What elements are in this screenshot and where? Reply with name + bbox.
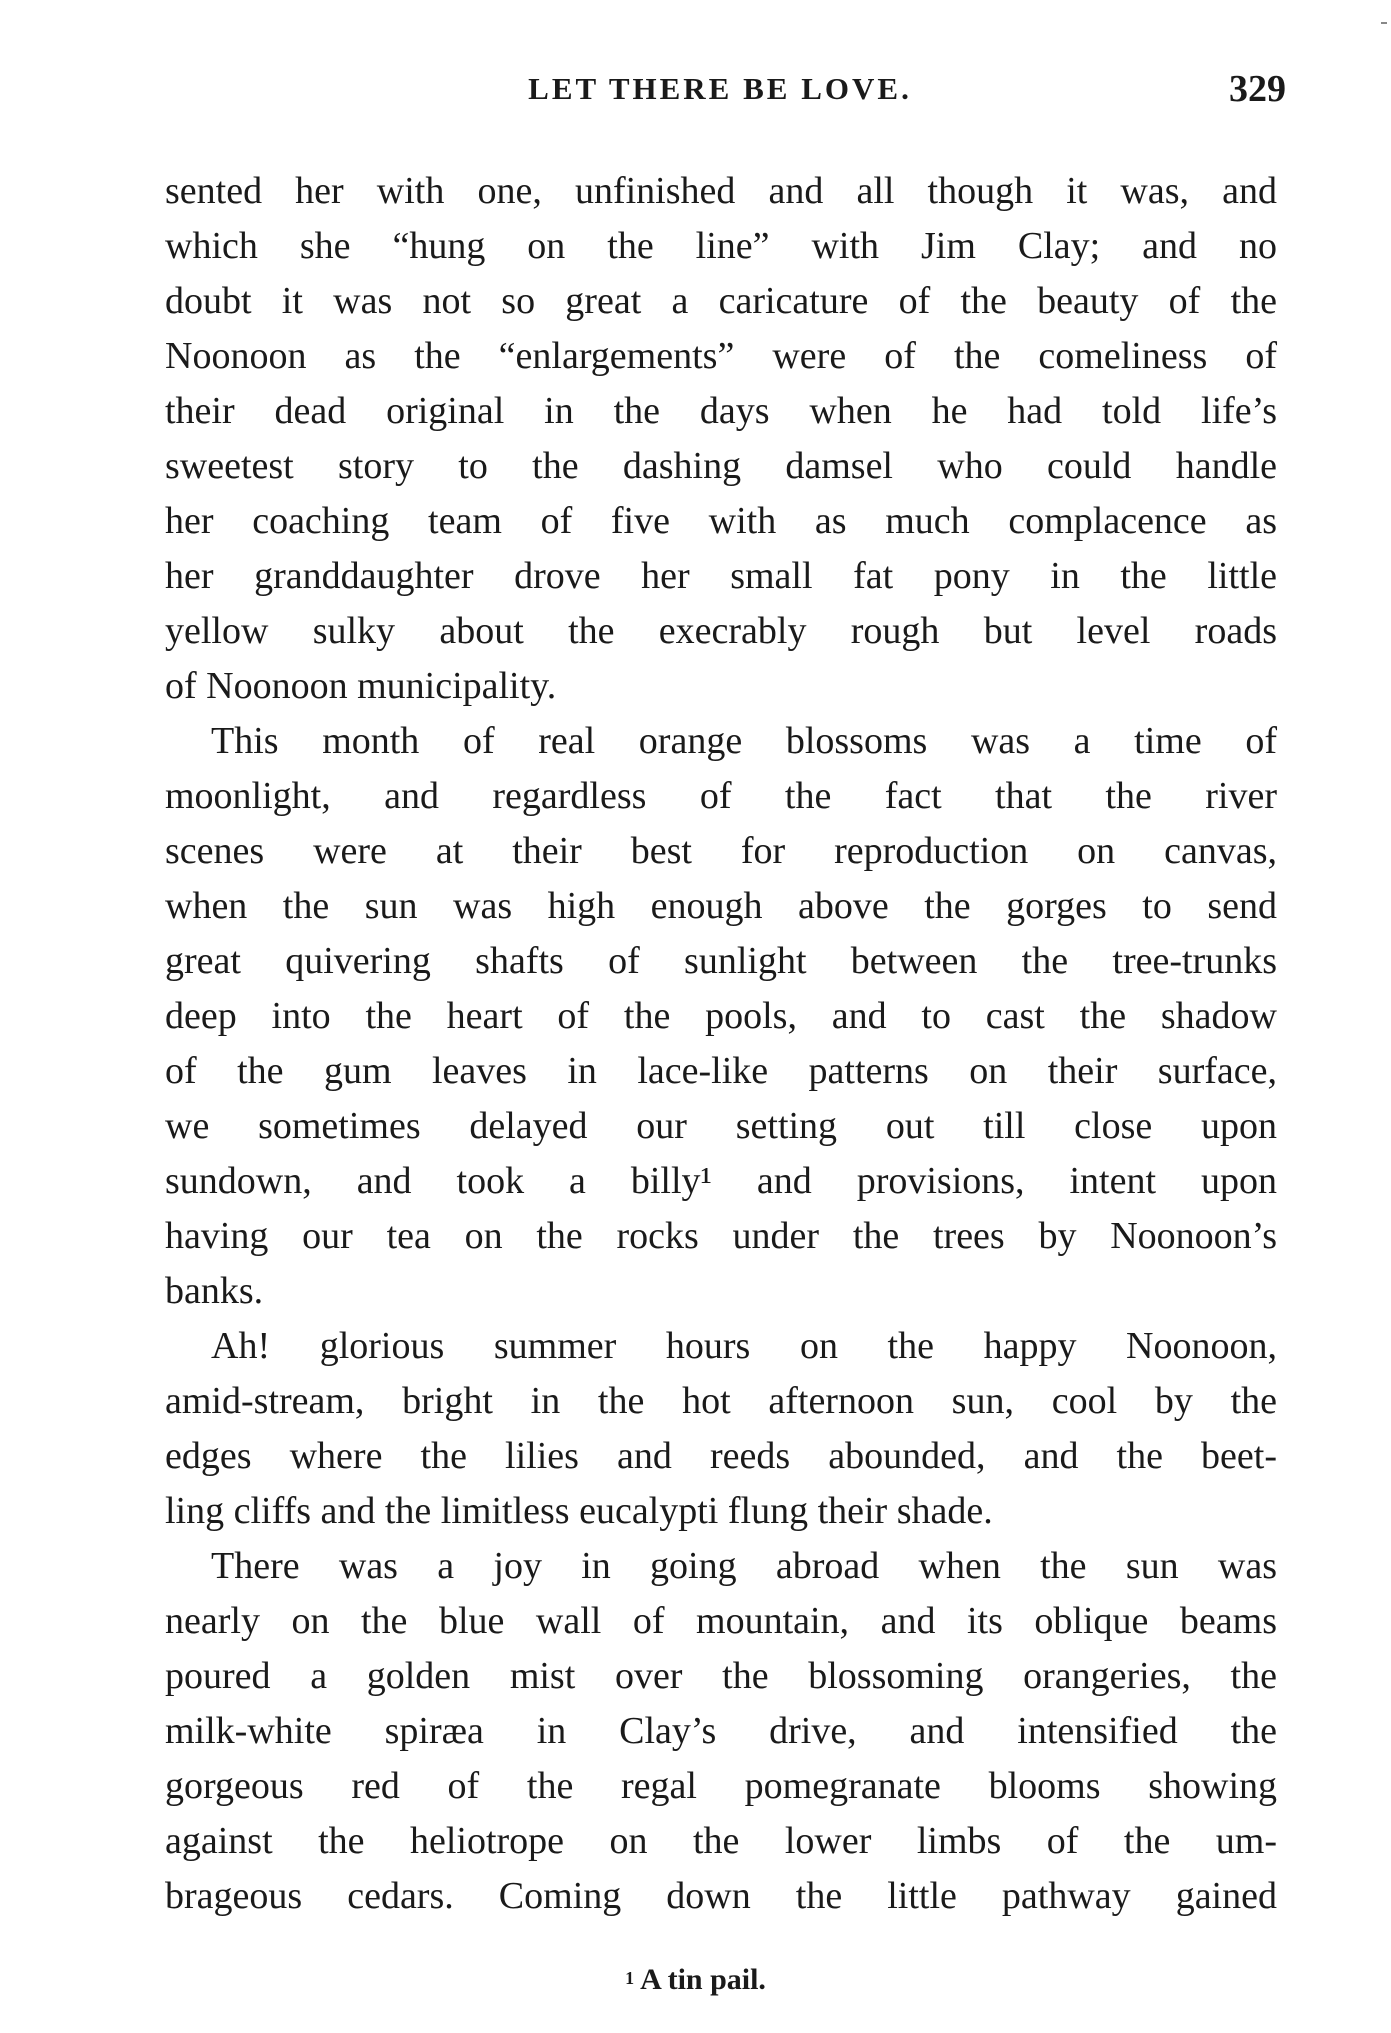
text-line: when the sun was high enough above the gorges to send bbox=[165, 885, 1277, 927]
text-line: having our tea on the rocks under the trees by Noonoon’s bbox=[165, 1215, 1277, 1257]
text-line: poured a golden mist over the blossoming orangeries, the bbox=[165, 1655, 1277, 1697]
footnote-marker: 1 bbox=[625, 1968, 635, 1988]
text-line: Noonoon as the “enlargements” were of the comeliness of bbox=[165, 335, 1277, 377]
text-line: ling cliffs and the limitless eucalypti flung their shade. bbox=[165, 1490, 993, 1532]
text-line: brageous cedars. Coming down the little pathway gained bbox=[165, 1875, 1277, 1917]
text-line: against the heliotrope on the lower limbs of the um- bbox=[165, 1820, 1277, 1862]
text-line: edges where the lilies and reeds abounded, and the beet- bbox=[165, 1435, 1277, 1477]
text-line: moonlight, and regardless of the fact that the river bbox=[165, 775, 1277, 817]
text-line: nearly on the blue wall of mountain, and its oblique beams bbox=[165, 1600, 1277, 1642]
text-line: sundown, and took a billy¹ and provisions, intent upon bbox=[165, 1160, 1277, 1202]
scan-edge-mark bbox=[1381, 22, 1387, 24]
text-line: great quivering shafts of sunlight between the tree-trunks bbox=[165, 940, 1277, 982]
text-line: banks. bbox=[165, 1270, 264, 1312]
text-line: of the gum leaves in lace-like patterns on their surface, bbox=[165, 1050, 1277, 1092]
text-line: There was a joy in going abroad when the sun was bbox=[211, 1545, 1277, 1587]
text-line: amid-stream, bright in the hot afternoon sun, cool by the bbox=[165, 1380, 1277, 1422]
running-head bbox=[160, 64, 1286, 114]
text-line: Ah! glorious summer hours on the happy Noonoon, bbox=[211, 1325, 1277, 1367]
text-line: doubt it was not so great a caricature of the beauty of the bbox=[165, 280, 1277, 322]
text-line: yellow sulky about the execrably rough but level roads bbox=[165, 610, 1277, 652]
text-line: gorgeous red of the regal pomegranate blooms showing bbox=[165, 1765, 1277, 1807]
text-line: her coaching team of five with as much complacence as bbox=[165, 500, 1277, 542]
page-number: 329 bbox=[1229, 68, 1286, 110]
body-text bbox=[165, 164, 1277, 1924]
text-line: deep into the heart of the pools, and to cast the shadow bbox=[165, 995, 1277, 1037]
text-line: sweetest story to the dashing damsel who could handle bbox=[165, 445, 1277, 487]
footnote-text: A tin pail. bbox=[640, 1963, 766, 1996]
text-line: which she “hung on the line” with Jim Clay; and no bbox=[165, 225, 1277, 267]
text-line: sented her with one, unfinished and all though it was, and bbox=[165, 170, 1277, 212]
text-line: of Noonoon municipality. bbox=[165, 665, 557, 707]
text-line: their dead original in the days when he had told life’s bbox=[165, 390, 1277, 432]
text-line: scenes were at their best for reproduction on canvas, bbox=[165, 830, 1277, 872]
text-line: we sometimes delayed our setting out till close upon bbox=[165, 1105, 1277, 1147]
text-line: This month of real orange blossoms was a time of bbox=[211, 720, 1277, 762]
footnote bbox=[0, 1960, 1391, 2000]
text-line: her granddaughter drove her small fat pony in the little bbox=[165, 555, 1277, 597]
text-line: milk-white spiræa in Clay’s drive, and intensified the bbox=[165, 1710, 1277, 1752]
running-title: LET THERE BE LOVE. bbox=[528, 71, 912, 106]
